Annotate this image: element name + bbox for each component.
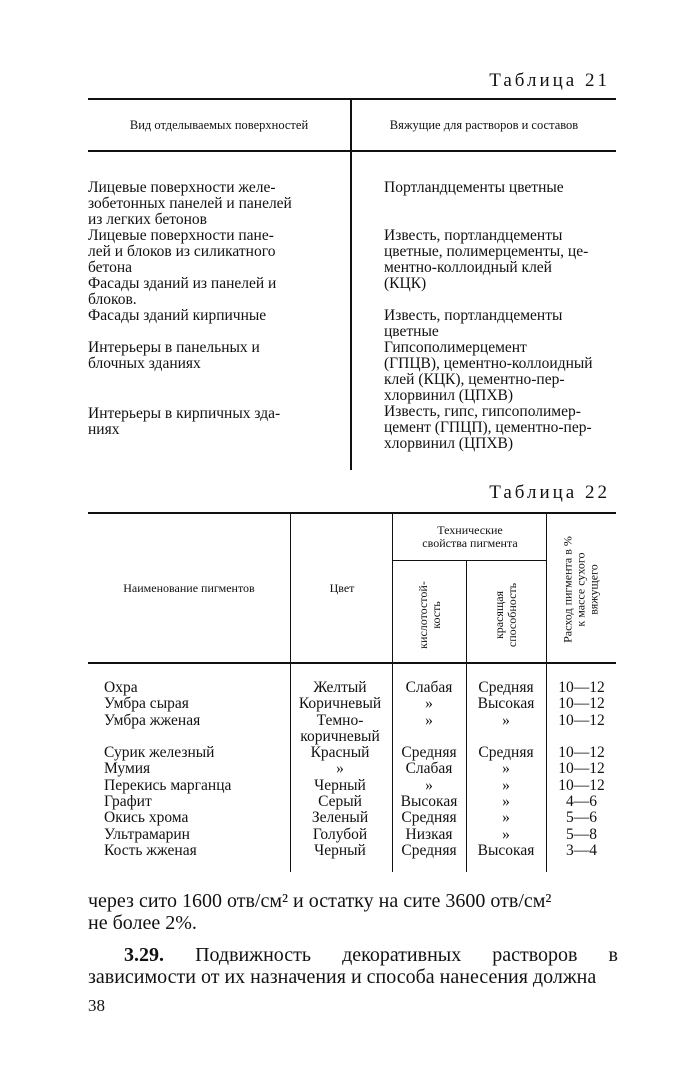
table22-header-acid: кислотостой- кость: [416, 581, 443, 649]
table21-right-2: Известь, портландцементы цветные, полимерцементы, це- ментно-коллоидный клей (КЦК): [384, 227, 589, 292]
table21-caption: Таблица 21: [489, 70, 610, 91]
body-line-1: через сито 1600 отв/см² и остатку на сите 3600 отв/см²: [88, 890, 552, 912]
table22-header-color: Цвет: [329, 581, 355, 595]
table22-header-tint: красящая способность: [492, 582, 519, 648]
table-row: Охра: [104, 679, 138, 696]
table-row: Умбра сырая: [104, 695, 189, 713]
table22: [88, 512, 616, 886]
table21-header-rule: [88, 150, 616, 152]
table-row: Умбра жженая: [104, 711, 201, 729]
table22-caption: Таблица 22: [489, 482, 610, 503]
table-row: Перекись марганца: [104, 776, 232, 794]
table21-row-interiors-brick: Интерьеры в кирпичных зда- ниях: [88, 405, 281, 438]
table21-header-surfaces: Вид отделываемых поверхностей: [129, 118, 309, 132]
paragraph-number: 3.29.: [124, 944, 164, 966]
table21-column-divider: [350, 98, 352, 470]
table-row: Ультрамарин: [104, 825, 190, 843]
paragraph-text: Подвижность декоративных растворов в зависимости от их назначения и способа нанесения должна: [88, 944, 619, 988]
table22-header-rule: [88, 662, 616, 664]
table-row: Кость жженая: [104, 841, 197, 859]
body-line-2: не более 2%.: [88, 912, 197, 934]
table21-right-3: Известь, портландцементы цветные Гипсополимерцемент (ГПЦВ), цементно-коллоидный клей (КЦК), цементно-пер- хлорвинил (ЦПХВ) Известь, гипс, гипсополимер- цемент (ГПЦП), цементно-пер- хлорвинил (ЦПХВ): [384, 307, 593, 452]
table-row: Графит: [104, 793, 152, 811]
table22-column-names: [104, 680, 294, 859]
table22-column-tint: Средняя Высокая » Средняя » » » » » Высокая: [477, 679, 535, 859]
table22-header-usage: Расход пигмента в % к массе сухого вяжущего: [560, 536, 601, 643]
table21-row-interiors-panel: Интерьеры в панельных и блочных зданиях: [88, 339, 260, 372]
table-row: Мумия: [104, 760, 151, 778]
table22-column-colors: Желтый Коричневый Темно- коричневый Красный » Черный Серый Зеленый Голубой Черный: [298, 679, 382, 859]
table22-header-group: Технические свойства пигмента: [422, 523, 518, 550]
paragraph-3-29: [88, 944, 618, 988]
table22-column-usage: 10—12 10—12 10—12 10—12 10—12 10—12 4—6 5—6 5—8 3—4: [558, 679, 605, 859]
table21-right-1: Портландцементы цветные: [384, 179, 564, 196]
table21: [88, 98, 616, 470]
table22-group-rule: [393, 560, 547, 561]
table-row: Окись хрома: [104, 809, 189, 827]
table21-header-binders: Вяжущие для растворов и составов: [389, 118, 579, 132]
body-text: [88, 890, 618, 988]
page-number: 38: [88, 996, 105, 1015]
table21-top-rule: [88, 98, 616, 100]
table22-column-acid: Слабая » » Средняя Слабая » Высокая Средняя Низкая Средняя: [400, 679, 458, 859]
table22-top-rule: [88, 512, 616, 514]
table-row: Сурик железный: [104, 744, 215, 762]
table22-header-name: Наименование пигментов: [123, 581, 255, 595]
table21-row1-left: Лицевые поверхности желе- зобетонных панелей и панелей из легких бетонов Лицевые поверхности пане- лей и блоков из силикатного бетона Фасады зданий из панелей и блоков. Фасады зданий кирпичные: [88, 179, 292, 324]
